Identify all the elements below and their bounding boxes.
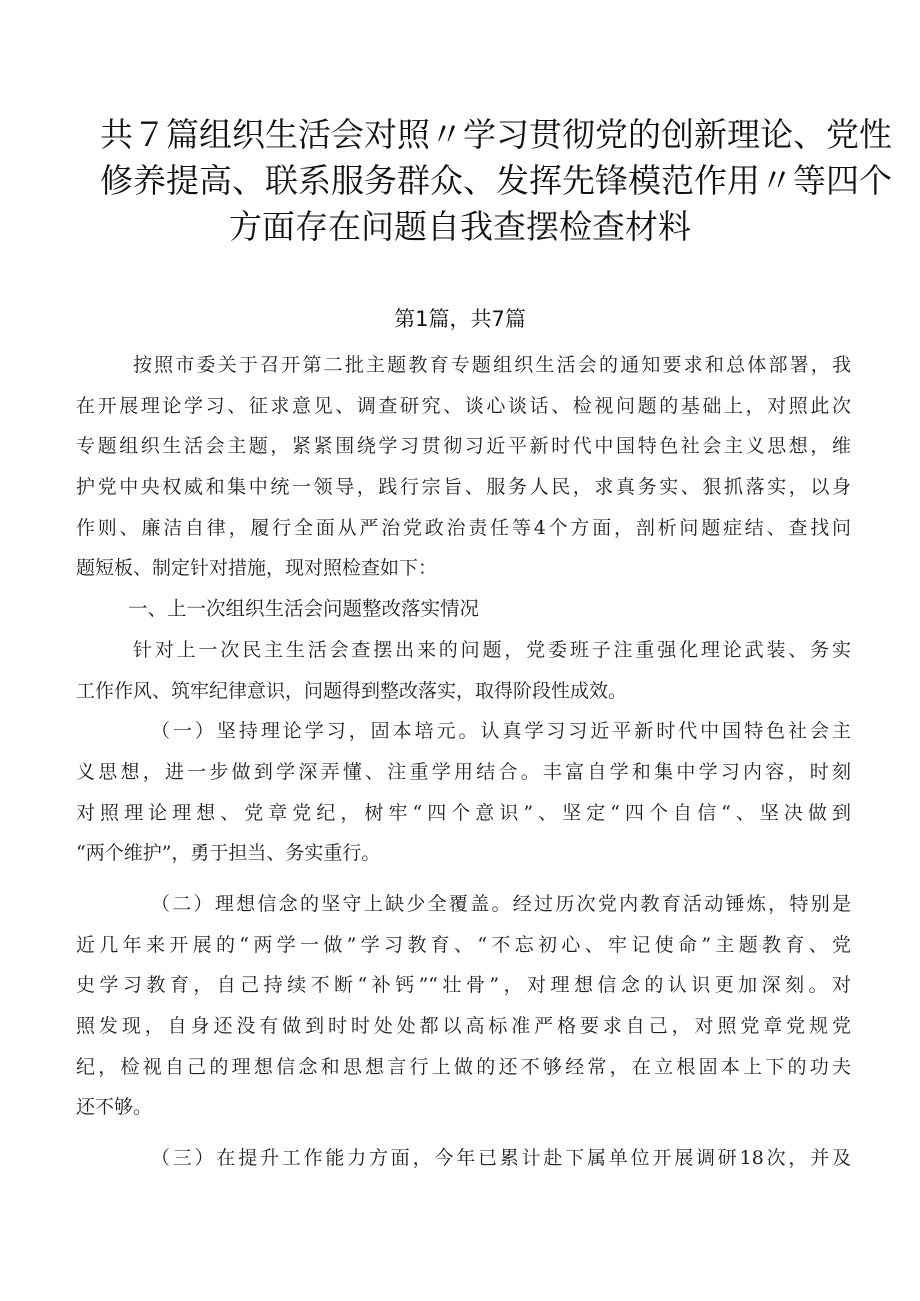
text-line: 在开展理论学习、征求意见、调查研究、谈心谈话、检视问题的基础上，对照此次 xyxy=(76,394,851,417)
text-line: 照发现，自身还没有做到时时处处都以高标准严格要求自己，对照党章党规党 xyxy=(76,1015,851,1037)
text-line: 史学习教育，自己持续不断“补钙”“壮骨”，对理想信念的认识更加深刻。对 xyxy=(76,974,851,997)
paragraph-gap xyxy=(76,874,851,884)
text-line: 针对上一次民主生活会查摆出来的问题，党委班子注重强化理论武装、务实 xyxy=(133,638,851,661)
text-line: 纪，检视自己的理想信念和思想言行上做的还不够经常，在立根固本上下的功夫 xyxy=(76,1055,851,1078)
title-line: 修养提高、联系服务群众、发挥先锋模范作用〃等四个 xyxy=(100,161,892,200)
title-line: 共７篇组织生活会对照〃学习贯彻党的创新理论、党性 xyxy=(100,115,892,154)
text-line: 作则、廉洁自律，履行全面从严治党政治责任等4个方面，剖析问题症结、查找问 xyxy=(76,516,851,539)
text-line: （三）在提升工作能力方面，今年已累计赴下属单位开展调研18次，并及 xyxy=(151,1147,851,1170)
text-line: 按照市委关于召开第二批主题教育专题组织生活会的通知要求和总体部署，我 xyxy=(133,354,851,376)
text-line: （一）坚持理论学习，固本培元。认真学习习近平新时代中国特色社会主 xyxy=(151,720,851,743)
text-line: 护党中央权威和集中统一领导，践行宗旨、服务人民，求真务实、狠抓落实，以身 xyxy=(76,476,851,499)
text-line: 义思想，进一步做到学深弄懂、注重学用结合。丰富自学和集中学习内容，时刻 xyxy=(76,760,851,783)
paragraph-gap xyxy=(76,1128,851,1138)
document-subtitle: 第1篇，共7篇 xyxy=(394,307,526,331)
text-line: （二）理想信念的坚守上缺少全覆盖。经过历次党内教育活动锤炼，特别是 xyxy=(151,892,851,915)
paragraph-theory-study xyxy=(76,711,851,874)
text-line: 题短板、制定针对措施，现对照检查如下： xyxy=(76,557,438,580)
text-line: 工作作风、筑牢纪律意识，问题得到整改落实，取得阶段性成效。 xyxy=(76,679,628,702)
paragraph-intro xyxy=(76,345,851,589)
text-line: 专题组织生活会主题，紧紧围绕学习贯彻习近平新时代中国特色社会主义思想，维 xyxy=(76,435,851,458)
paragraph-work-ability xyxy=(76,1138,851,1179)
text-line: 对照理论理想、党章党纪，树牢“四个意识”、坚定“四个自信“、坚决做到 xyxy=(76,801,851,824)
document-title xyxy=(100,112,892,250)
title-line: 方面存在问题自我查摆检查材料 xyxy=(229,207,691,246)
paragraph-ideals xyxy=(76,884,851,1128)
text-line: 近几年来开展的“两学一做”学习教育、“不忘初心、牢记使命”主题教育、党 xyxy=(76,933,851,956)
paragraph-rectification xyxy=(76,630,851,711)
text-line: 还不够。 xyxy=(76,1096,153,1119)
document-body xyxy=(76,345,851,1179)
text-line: “两个维护”，勇于担当、务实重行。 xyxy=(76,842,381,865)
section-heading: 一、上一次组织生活会问题整改落实情况 xyxy=(128,597,480,621)
